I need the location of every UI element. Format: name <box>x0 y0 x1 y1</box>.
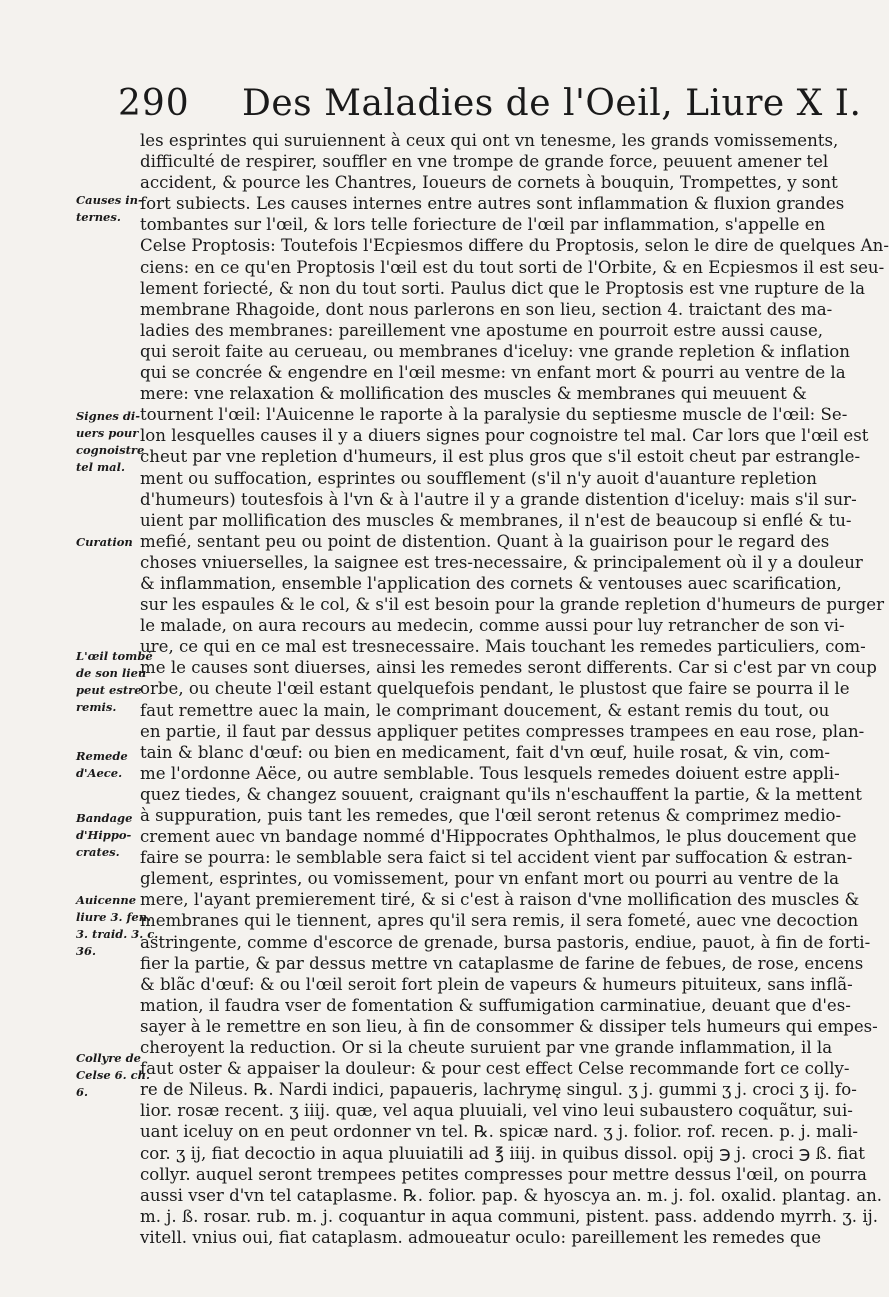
text-line: en partie, il faut par dessus appliquer petites compresses trampees en eau rose, plan- <box>140 721 865 741</box>
text-line: faire se pourra: le semblable sera faict si tel accident vient par suffocation & estran- <box>140 848 853 868</box>
margin-note-line: Auicenne <box>76 893 137 907</box>
margin-note-line: 3. traid. 3. c. <box>76 927 159 941</box>
text-line: cheroyent la reduction. Or si la cheute suruient par vne grande inflammation, il la <box>140 1038 833 1058</box>
margin-note-line: crates. <box>76 845 120 859</box>
text-line: faut oster & appaiser la douleur: & pour cest effect Celse recommande fort ce colly- <box>140 1059 850 1079</box>
text-line: uient par mollification des muscles & membranes, il n'est de beaucoup si enflé & tu- <box>140 510 852 530</box>
text-line: glement, esprintes, ou vomissement, pour vn enfant mort ou pourri au ventre de la <box>140 869 839 889</box>
margin-note-line: remis. <box>76 700 117 714</box>
text-line: choses vniuerselles, la saignee est tres-necessaire, & principalement où il y a douleur <box>140 552 863 572</box>
margin-note-line: Remede <box>76 749 128 763</box>
text-line: uant iceluy on en peut ordonner vn tel. ℞. spicæ nard. ʒ j. folior. rof. recen. p. j. mali- <box>140 1122 858 1142</box>
text-line: membranes qui le tiennent, apres qu'il sera remis, il sera fometé, auec vne decoction <box>140 911 859 931</box>
margin-note-line: peut estre <box>76 683 142 697</box>
margin-note-line: L'œil tombé <box>76 649 153 663</box>
margin-note <box>76 534 142 551</box>
text-line: qui seroit faite au cerueau, ou membranes d'iceluy: vne grande repletion & inflation <box>140 341 850 361</box>
margin-note-line: uers pour <box>76 426 139 440</box>
page-number: 290 <box>118 83 190 124</box>
text-line: ladies des membranes: pareillement vne apostume en pourroit estre aussi cause, <box>140 320 824 340</box>
text-line: lior. rosæ recent. ʒ iiij. quæ, vel aqua pluuiali, vel vino leui subaustero coquãtur, sui- <box>140 1101 853 1121</box>
margin-note-line: Collyre de <box>76 1051 141 1065</box>
margin-note <box>76 1050 151 1101</box>
text-line: mation, il faudra vser de fomentation & suffumigation carminatiue, deuant que d'es- <box>140 995 851 1015</box>
text-line: lon lesquelles causes il y a diuers signes pour cognoistre tel mal. Car lors que l'œil est <box>140 426 869 446</box>
margin-note-line: Curation <box>76 535 133 549</box>
margin-note-line: 36. <box>76 944 97 958</box>
margin-note-line: 6. <box>76 1085 89 1099</box>
text-line: fier la partie, & par dessus mettre vn cataplasme de farine de febues, de rose, encens <box>140 953 864 973</box>
text-line: mere: vne relaxation & mollification des muscles & membranes qui meuuent & <box>140 384 807 404</box>
text-line: mefié, sentant peu ou point de distention. Quant à la guairison pour le regard des <box>140 531 830 551</box>
margin-note-line: Bandage <box>76 811 133 825</box>
text-line: faut remettre auec la main, le comprimant doucement, & estant remis du tout, ou <box>140 700 830 720</box>
margin-note <box>76 810 142 861</box>
margin-note-line: Causes in- <box>76 193 143 207</box>
text-line: m. j. ß. rosar. rub. m. j. coquantur in aqua communi, pistent. pass. addendo myrrh. ʒ. ij. <box>140 1206 879 1226</box>
text-line: difficulté de respirer, souffler en vne trompe de grande force, peuuent amener tel <box>140 152 829 172</box>
margin-note <box>76 192 142 226</box>
margin-note-line: tel mal. <box>76 460 125 474</box>
text-line: ciens: en ce qu'en Proptosis l'œil est du tout sorti de l'Orbite, & en Ecpiesmos il est seu- <box>140 257 885 277</box>
text-line: le malade, on aura recours au medecin, comme aussi pour luy retrancher de son vi- <box>140 616 845 636</box>
text-line: & inflammation, ensemble l'application des cornets & ventouses auec scarification, <box>140 573 842 593</box>
text-line: cor. ʒ ij, fiat decoctio in aqua pluuiatili ad ℥ iiij. in quibus dissol. opij ℈ j. croci ℈ ß. fiat <box>140 1143 865 1163</box>
text-line: sayer à le remettre en son lieu, à fin de consommer & dissiper tels humeurs qui empes- <box>140 1016 878 1036</box>
text-line: à suppuration, puis tant les remedes, que l'œil seront retenus & comprimez medio- <box>140 806 842 825</box>
text-line: vitell. vnius oui, fiat cataplasm. admoueatur oculo: pareillement les remedes que <box>140 1227 822 1247</box>
text-line: accident, & pource les Chantres, Ioueurs de cornets à bouquin, Trompettes, y sont <box>140 173 838 193</box>
text-line: cheut par vne repletion d'humeurs, il est plus gros que s'il estoit cheut par estrangle- <box>140 447 861 467</box>
text-line: membrane Rhagoide, dont nous parlerons en son lieu, section 4. traictant des ma- <box>140 299 833 319</box>
text-line: aussi vser d'vn tel cataplasme. ℞. folior. pap. & hyoscya an. m. j. fol. oxalid. plantag. an. <box>140 1185 883 1205</box>
text-line: tombantes sur l'œil, & lors telle foriecture de l'œil par inflammation, s'appelle en <box>140 215 826 235</box>
margin-note-line: Celse 6. ch. <box>76 1068 151 1082</box>
text-line: qui se concrée & engendre en l'œil mesme: vn enfant mort & pourri au ventre de la <box>140 363 846 383</box>
margin-note <box>76 748 142 782</box>
margin-note-line: liure 3. fen. <box>76 910 152 924</box>
text-line: fort subiects. Les causes internes entre autres sont inflammation & fluxion grandes <box>140 194 845 214</box>
text-line: mere, l'ayant premierement tiré, & si c'est à raison d'vne mollification des muscles & <box>140 890 860 910</box>
margin-note <box>76 892 159 960</box>
text-line: me le causes sont diuerses, ainsi les remedes seront differents. Car si c'est par vn coup <box>140 658 877 678</box>
text-line: d'humeurs) toutesfois à l'vn & à l'autre il y a grande distention d'iceluy: mais s'il sur- <box>140 489 857 509</box>
text-line: me l'ordonne Aëce, ou autre semblable. Tous lesquels remedes doiuent estre appli- <box>140 763 840 783</box>
text-line: ure, ce qui en ce mal est tresnecessaire. Mais touchant les remedes particuliers, com- <box>140 637 866 657</box>
text-line: crement auec vn bandage nommé d'Hippocrates Ophthalmos, le plus doucement que <box>140 827 857 847</box>
text-line: Celse Proptosis: Toutefois l'Ecpiesmos differe du Proptosis, selon le dire de quelques An- <box>140 236 889 256</box>
margin-note-line: de son lieu <box>76 666 147 680</box>
main-text-column <box>140 130 889 1248</box>
text-line: & blãc d'œuf: & ou l'œil seroit fort plein de vapeurs & humeurs pituiteux, sans inflã- <box>140 974 853 994</box>
text-line: les esprintes qui suruiennent à ceux qui ont vn tenesme, les grands vomissements, <box>140 131 839 150</box>
margin-note-line: d'Hippo- <box>76 828 132 842</box>
text-line: tournent l'œil: l'Auicenne le raporte à la paralysie du septiesme muscle de l'œil: Se- <box>140 405 848 425</box>
running-title: Des Maladies de l'Oeil, Liure X I. <box>242 83 862 124</box>
text-line: tain & blanc d'œuf: ou bien en medicament, fait d'vn œuf, huile rosat, & vin, com- <box>140 742 831 762</box>
text-line: collyr. auquel seront trempees petites compresses pour mettre dessus l'œil, on pourra <box>140 1164 867 1184</box>
text-line: sur les espaules & le col, & s'il est besoin pour la grande repletion d'humeurs de purger <box>140 595 884 615</box>
text-line: lement foriecté, & non du tout sorti. Paulus dict que le Proptosis est vne rupture de la <box>140 278 866 298</box>
text-line: astringente, comme d'escorce de grenade, bursa pastoris, endiue, pauot, à fin de forti- <box>140 932 871 952</box>
text-line: orbe, ou cheute l'œil estant quelquefois pendant, le plustost que faire se pourra il le <box>140 679 850 699</box>
margin-note-line: d'Aece. <box>76 766 123 780</box>
margin-note <box>76 648 153 716</box>
margin-note-line: ternes. <box>76 210 121 224</box>
text-line: quez tiedes, & changez souuent, craignant qu'ils n'eschauffent la partie, & la mettent <box>140 784 862 804</box>
margin-note <box>76 408 145 476</box>
text-line: re de Nileus. ℞. Nardi indici, papaueris, lachrymę singul. ʒ j. gummi ʒ j. croci ʒ ij. fo- <box>140 1080 857 1100</box>
page-header <box>118 82 862 130</box>
margin-note-line: Signes di- <box>76 409 141 423</box>
margin-note-line: cognoistre <box>76 443 145 457</box>
text-line: ment ou suffocation, esprintes ou soufflement (s'il n'y auoit d'auanture repletion <box>140 468 817 488</box>
